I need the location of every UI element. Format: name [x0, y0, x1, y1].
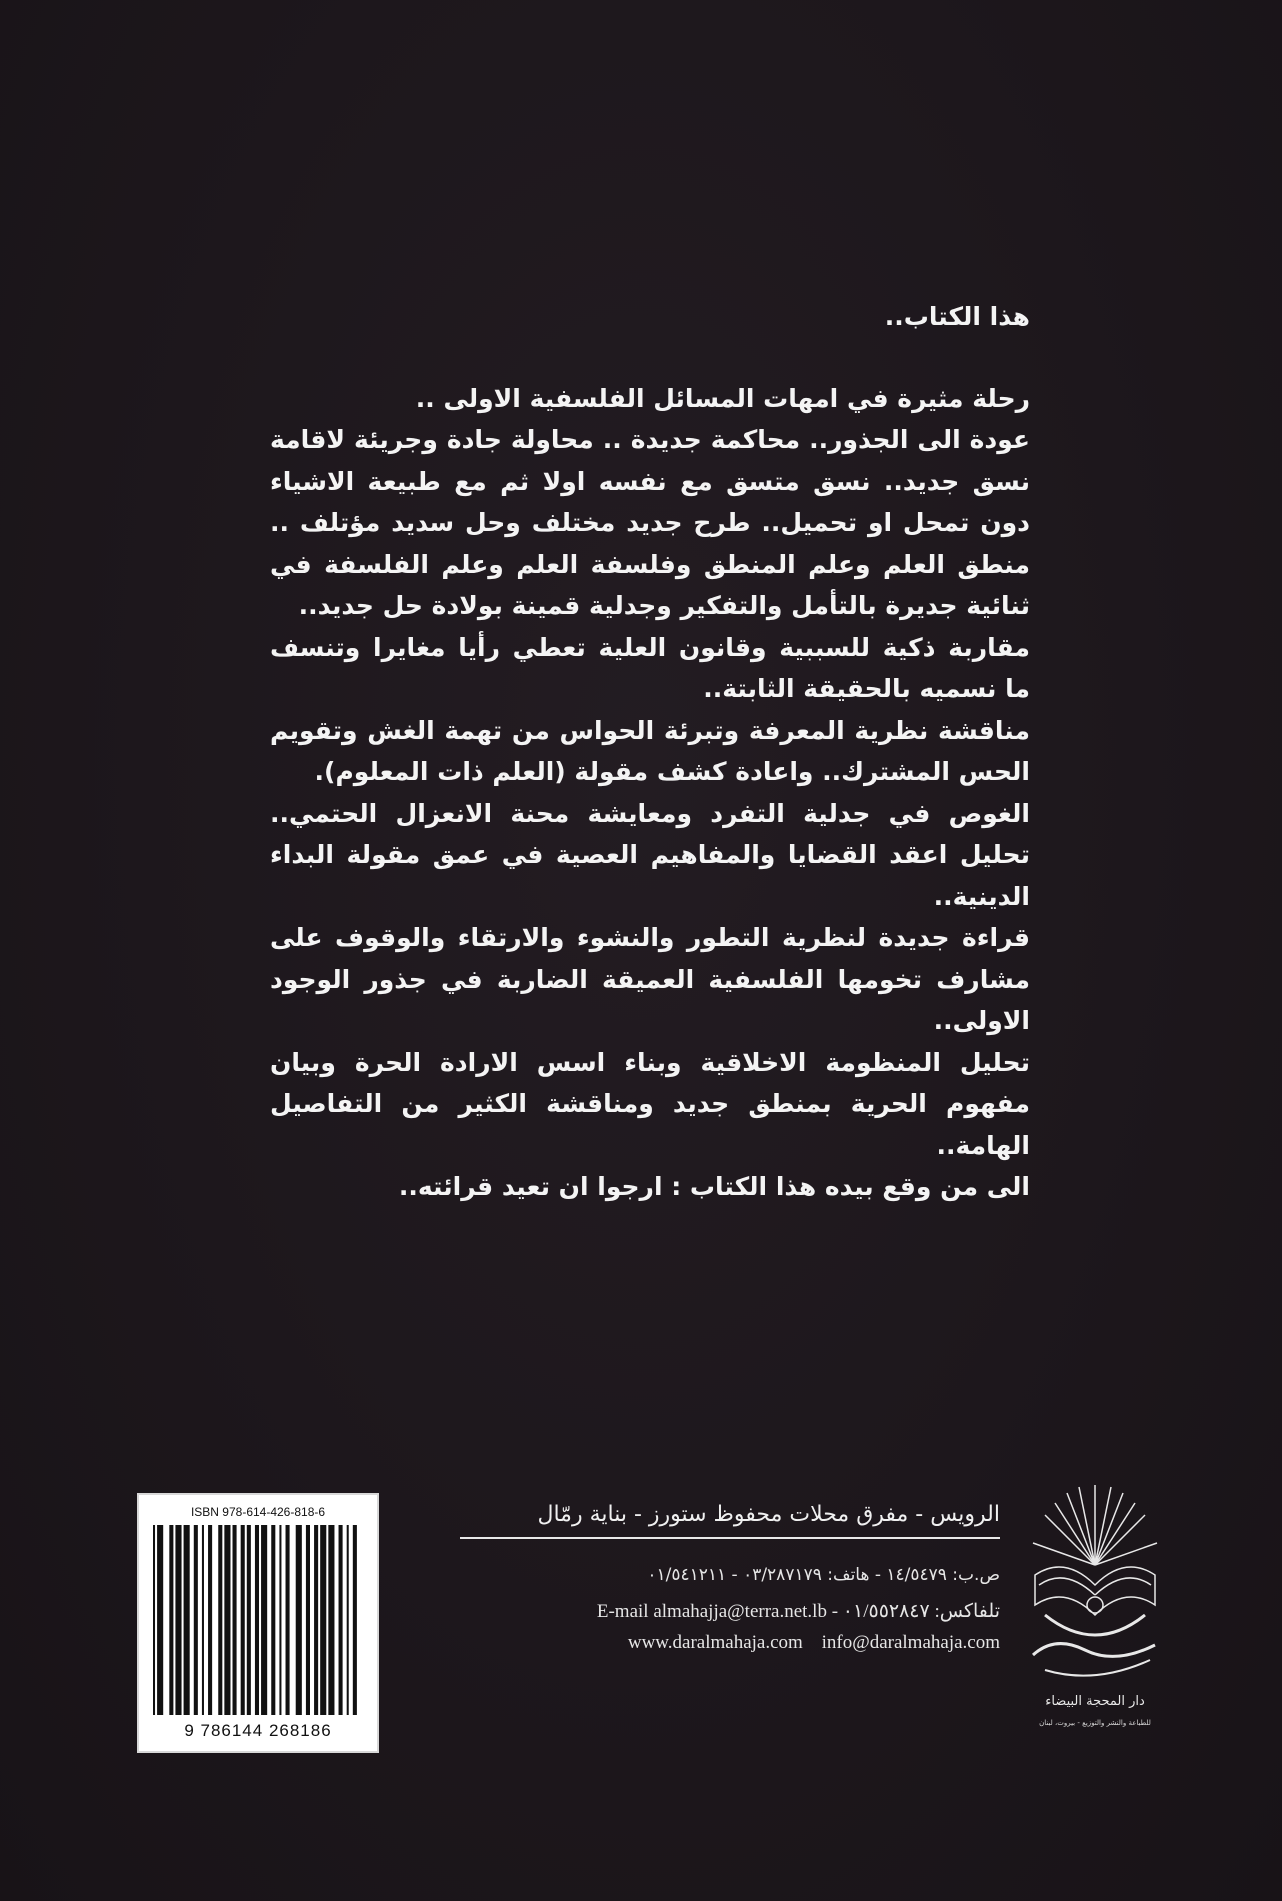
blurb-paragraph: مقاربة ذكية للسببية وقانون العلية تعطي رأيا مغايرا وتنسف ما نسميه بالحقيقة الثابتة.. [270, 632, 1030, 703]
barcode-bar [306, 1525, 310, 1715]
blurb-paragraph: قراءة جديدة لنظرية التطور والنشوء والارتقاء والوقوف على مشارف تخومها الفلسفية العميقة الضاربة في جذور الوجود الاولى.. [270, 923, 1030, 1035]
publisher-email: E-mail almahajja@terra.net.lb [596, 1601, 827, 1622]
publisher-po-phone: ص.ب: ١٤/٥٤٧٩ - هاتف: ٠٣/٢٨٧١٧٩ - ٠١/٥٤١٢١١ [647, 1565, 1000, 1585]
barcode-bar [175, 1525, 181, 1715]
barcode-bar [271, 1525, 275, 1715]
blurb-paragraph: مناقشة نظرية المعرفة وتبرئة الحواس من تهمة الغش وتقويم الحس المشترك.. واعادة كشف مقولة (العلم ذات المعلوم). [270, 715, 1030, 786]
barcode-bar [208, 1525, 212, 1715]
barcode-bar [261, 1525, 267, 1715]
barcode-bar [157, 1525, 163, 1715]
barcode-bar [314, 1525, 318, 1715]
publisher-logo [1015, 1455, 1175, 1755]
barcode-bar [353, 1525, 357, 1715]
publisher-logo-subtitle: للطباعة والنشر والتوزيع - بيروت، لبنان [1039, 1719, 1151, 1727]
book-blurb [270, 296, 1030, 1208]
barcode-bar [241, 1525, 245, 1715]
barcode-digits: 9 786144 268186 [184, 1721, 332, 1740]
barcode-bar [347, 1525, 349, 1715]
publisher-address: الرويس - مفرق محلات محفوظ ستورز - بناية رمّال [460, 1502, 1000, 1539]
barcode-bar [286, 1525, 290, 1715]
barcode-bar [320, 1525, 326, 1715]
blurb-paragraph: تحليل المنظومة الاخلاقية وبناء اسس الارادة الحرة وبيان مفهوم الحرية بمنطق جديد ومناقشة الكثير من التفاصيل الهامة.. [270, 1047, 1030, 1160]
publisher-logo-name: دار المحجة البيضاء [1045, 1694, 1145, 1709]
blurb-paragraph: رحلة مثيرة في امهات المسائل الفلسفية الاولى .. [415, 383, 1030, 413]
blurb-heading: هذا الكتاب.. [884, 302, 1030, 331]
barcode-bar [218, 1525, 222, 1715]
barcode-bar [255, 1525, 259, 1715]
publisher-info-email: info@daralmahaja.com [821, 1632, 1000, 1653]
publisher-contact-block [460, 1480, 1000, 1760]
publisher-website: www.daralmahaja.com [627, 1632, 803, 1653]
isbn-barcode [137, 1493, 379, 1753]
publisher-web-line [460, 1632, 1000, 1654]
barcode-bar [296, 1525, 302, 1715]
publisher-logo-emblem [1015, 1455, 1175, 1755]
barcode-bar [169, 1525, 173, 1715]
barcode-bars [153, 1525, 363, 1715]
barcode-bar [202, 1525, 204, 1715]
barcode-bar [224, 1525, 230, 1715]
barcode-bar [247, 1525, 251, 1715]
blurb-paragraph: عودة الى الجذور.. محاكمة جديدة .. محاولة جادة وجريئة لاقامة نسق جديد.. نسق متسق مع نفسه اولا ثم مع طبيعة الاشياء دون تمحل او تحميل.. طرح جديد مختلف وحل سديد مؤتلف .. منطق العلم وعلم المنطق وفلسفة العلم وعلم الفلسفة في ثنائية جديرة بالتأمل والتفكير وجدلية قمينة بولادة حل جديد.. [270, 425, 1030, 620]
barcode-bar [328, 1525, 334, 1715]
publisher-fax: تلفاكس: ٠١/٥٥٢٨٤٧ - [831, 1601, 1000, 1622]
blurb-paragraph: الغوص في جدلية التفرد ومعايشة محنة الانعزال الحتمي.. تحليل اعقد القضايا والمفاهيم العصية في عمق مقولة البداء الدينية.. [270, 798, 1030, 911]
barcode-bar [279, 1525, 281, 1715]
isbn-number: ISBN 978-614-426-818-6 [190, 1505, 326, 1519]
barcode-bar [194, 1525, 198, 1715]
publisher-fax-email [460, 1600, 1000, 1623]
blurb-paragraph: الى من وقع بيده هذا الكتاب : ارجوا ان تعيد قرائته.. [398, 1172, 1030, 1201]
barcode-bar [153, 1525, 155, 1715]
barcode-bar [339, 1525, 343, 1715]
barcode-bar [233, 1525, 237, 1715]
barcode-bar [184, 1525, 190, 1715]
